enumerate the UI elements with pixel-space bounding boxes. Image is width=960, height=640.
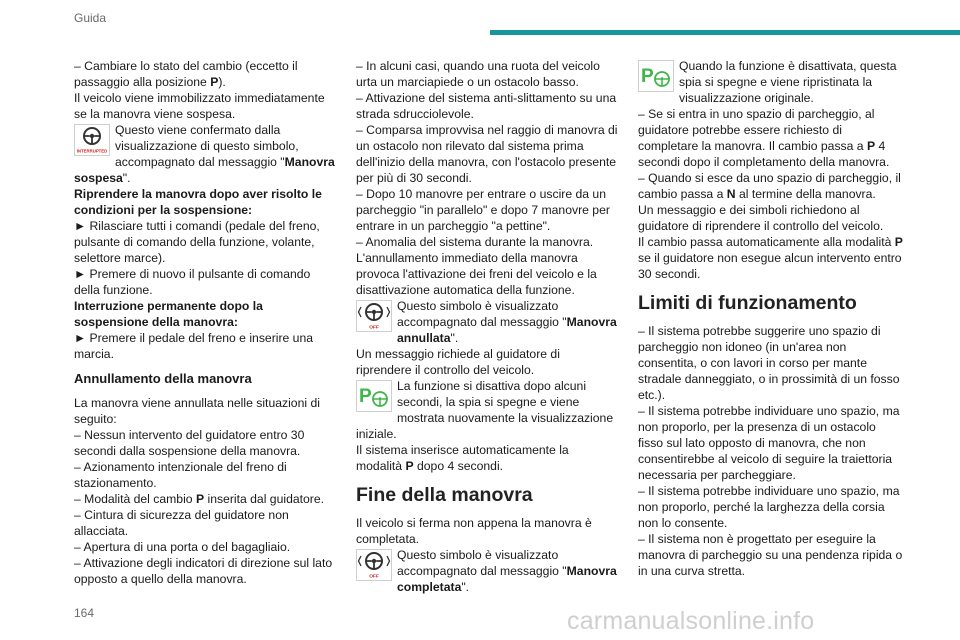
page-number: 164 [74, 606, 95, 620]
paragraph: ► Premere di nuovo il pulsante di comando della funzione. [74, 267, 311, 297]
paragraph: La manovra viene annullata nelle situazioni di seguito: [74, 396, 320, 426]
paragraph: – Anomalia del sistema durante la manovra. [356, 235, 594, 249]
paragraph: – Il sistema potrebbe individuare uno spazio, ma non proporlo, perché la larghezza della corsia non lo consente. [638, 484, 900, 530]
paragraph: L'annullamento immediato della manovra provoca l'attivazione dei freni del veicolo e la disattivazione automatica della funzione. [356, 251, 597, 297]
paragraph: Un messaggio e dei simboli richiedono al guidatore di riprendere il controllo del veicolo. [638, 203, 884, 233]
paragraph: – Il sistema potrebbe suggerire uno spazio di parcheggio non idoneo (in un'area non consentita, o con lavori in corso per mante stradale danneggiato, o in prossimità di un fosso etc.). [638, 324, 900, 402]
header-accent-bar [490, 30, 960, 35]
paragraph: – Il sistema non è progettato per eseguire la manovra di parcheggio su una pendenza ripida o in una curva stretta. [638, 532, 903, 578]
svg-text:P: P [641, 66, 654, 87]
watermark: carmanualsonline.info [567, 607, 815, 635]
paragraph: – Comparsa improvvisa nel raggio di manovra di un ostacolo non rilevato dal sistema prima dell'inizio della manovra, con l'ostacolo presente per più di 30 secondi. [356, 123, 618, 185]
paragraph: – Se si entra in uno spazio di parcheggio, al guidatore potrebbe essere richiesto di completare la manovra. Il cambio passa a P 4 secondi dopo il completamento della manovra. [638, 107, 890, 169]
paragraph: – Attivazione del sistema anti-slittamento su una strada sdrucciolevole. [356, 91, 617, 121]
paragraph: Questo simbolo è visualizzato accompagnato dal messaggio "Manovra annullata". [397, 299, 617, 345]
parking-assist-icon [638, 60, 674, 92]
paragraph: Il sistema inserisce automaticamente la modalità P dopo 4 secondi. [356, 443, 569, 473]
paragraph: – Cambiare lo stato del cambio (eccetto il passaggio alla posizione P). [74, 59, 298, 89]
column-2 [356, 58, 618, 595]
column-1 [74, 58, 336, 587]
heading-end-of-maneuver: Fine della manovra [356, 484, 533, 506]
paragraph: – Modalità del cambio P inserita dal guidatore. [74, 492, 325, 506]
paragraph: Il veicolo si ferma non appena la manovra è completata. [356, 516, 592, 546]
paragraph: – Dopo 10 manovre per entrare o uscire da un parcheggio "in parallelo" e dopo 7 manovre per entrare in un parcheggio "a pettine". [356, 187, 610, 233]
paragraph: – Il sistema potrebbe individuare uno spazio, ma non proporlo, per la presenza di un ostacolo fisso sul lato opposto di manovra, che non consentirebbe al veicolo di seguire la traiettoria necessaria per parcheggiare. [638, 404, 900, 482]
paragraph: – In alcuni casi, quando una ruota del veicolo urta un marciapiede o un ostacolo basso. [356, 59, 600, 89]
paragraph: Interruzione permanente dopo la sospensione della manovra: [74, 299, 263, 329]
paragraph: Riprendere la manovra dopo aver risolto le condizioni per la sospensione: [74, 187, 322, 217]
steering-wheel-interrupted-icon [74, 124, 110, 156]
paragraph: – Quando si esce da uno spazio di parcheggio, il cambio passa a N al termine della manovra. [638, 171, 901, 201]
subheading-cancel: Annullamento della manovra [74, 371, 252, 386]
paragraph: – Cintura di sicurezza del guidatore non allacciata. [74, 508, 289, 538]
paragraph: ► Rilasciare tutti i comandi (pedale del freno, pulsante di comando della funzione, volante, selettore marce). [74, 219, 320, 265]
column-3 [638, 58, 904, 579]
paragraph: Quando la funzione è disattivata, questa spia si spegne e viene ripristinata la visualizzazione originale. [679, 59, 897, 105]
svg-text:INTERRUPTED: INTERRUPTED [76, 148, 108, 154]
steering-wheel-off-icon [356, 300, 392, 332]
paragraph: – Apertura di una porta o del bagagliaio. [74, 540, 291, 554]
paragraph: – Attivazione degli indicatori di direzione sul lato opposto a quello della manovra. [74, 556, 333, 586]
paragraph: Il cambio passa automaticamente alla modalità P se il guidatore non esegue alcun intervento entro 30 secondi. [638, 235, 903, 281]
parking-assist-icon [356, 380, 392, 412]
svg-text:OFF: OFF [369, 574, 379, 580]
paragraph: Questo viene confermato dalla visualizzazione di questo simbolo, accompagnato dal messaggio "Manovra sospesa". [74, 123, 335, 185]
paragraph: ► Premere il pedale del freno e inserire una marcia. [74, 331, 314, 361]
paragraph: Il veicolo viene immobilizzato immediatamente se la manovra viene sospesa. [74, 91, 325, 121]
paragraph: Un messaggio richiede al guidatore di riprendere il controllo del veicolo. [356, 347, 560, 377]
paragraph: La funzione si disattiva dopo alcuni secondi, la spia si spegne e viene mostrata nuovamente la visualizzazione iniziale. [356, 379, 614, 441]
heading-operating-limits: Limiti di funzionamento [638, 292, 857, 314]
header-section-title: Guida [74, 11, 107, 25]
steering-wheel-off-icon [356, 549, 392, 581]
svg-text:P: P [359, 386, 372, 407]
paragraph: – Nessun intervento del guidatore entro 30 secondi dalla sospensione della manovra. [74, 428, 305, 458]
paragraph: – Azionamento intenzionale del freno di stazionamento. [74, 460, 287, 490]
svg-text:OFF: OFF [369, 325, 379, 331]
paragraph: Questo simbolo è visualizzato accompagnato dal messaggio "Manovra completata". [397, 548, 617, 594]
